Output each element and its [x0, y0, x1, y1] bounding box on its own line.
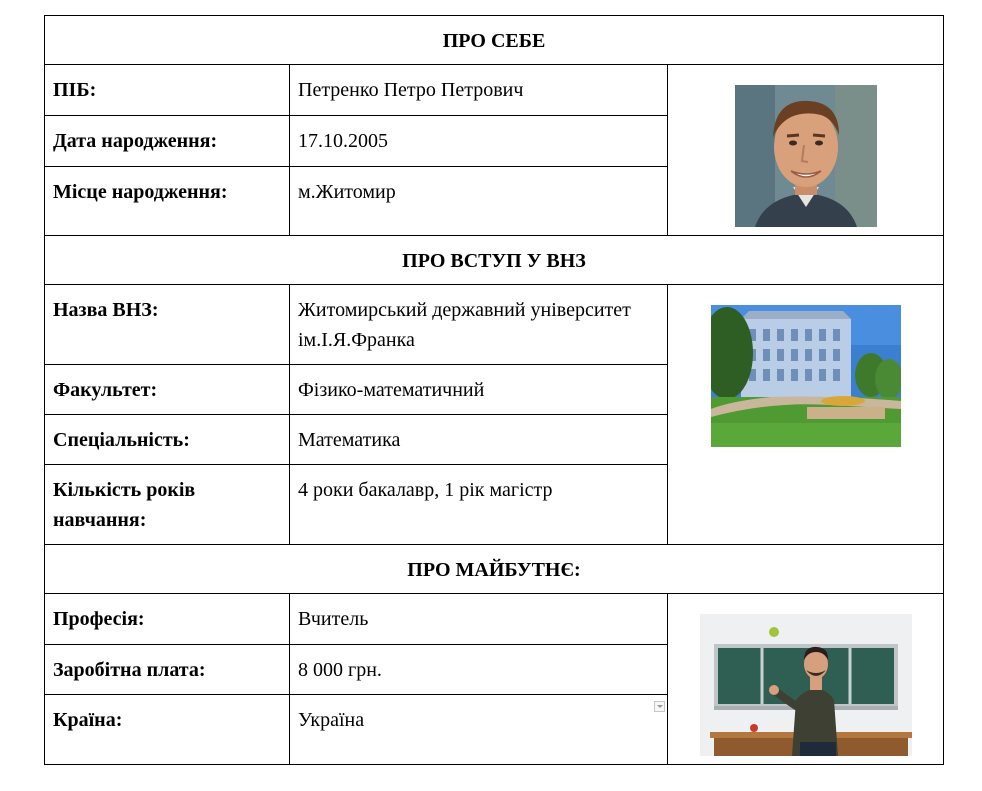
portrait-photo[interactable] [735, 85, 877, 227]
label-full-name: ПІБ: [45, 65, 290, 116]
value-salary[interactable]: 8 000 грн. [290, 645, 668, 695]
photo-cell-university [668, 285, 944, 545]
dropdown-handle-icon[interactable] [654, 701, 665, 712]
label-birth-date: Дата народження: [45, 116, 290, 167]
label-country: Країна: [45, 695, 290, 765]
value-faculty[interactable]: Фізико-математичний [290, 365, 668, 415]
label-university-name: Назва ВНЗ: [45, 285, 290, 365]
value-profession[interactable]: Вчитель [290, 594, 668, 645]
value-country[interactable] [290, 695, 668, 765]
value-birth-date[interactable]: 17.10.2005 [290, 116, 668, 167]
photo-cell-future [668, 594, 944, 765]
value-study-years[interactable]: 4 роки бакалавр, 1 рік магістр [290, 465, 668, 545]
section-title-about: ПРО СЕБЕ [45, 16, 944, 65]
label-salary: Заробітна плата: [45, 645, 290, 695]
teacher-classroom-photo[interactable] [700, 614, 912, 756]
label-faculty: Факультет: [45, 365, 290, 415]
value-specialty[interactable]: Математика [290, 415, 668, 465]
value-country-text: Україна [298, 709, 365, 732]
value-birth-place[interactable]: м.Житомир [290, 167, 668, 236]
value-university-name[interactable]: Житомирський державний університет ім.І.Я.Франка [290, 285, 668, 365]
section-title-future: ПРО МАЙБУТНЄ: [45, 545, 944, 594]
profile-table [44, 15, 944, 765]
photo-cell-about [668, 65, 944, 236]
label-profession: Професія: [45, 594, 290, 645]
section-title-university: ПРО ВСТУП У ВНЗ [45, 236, 944, 285]
label-birth-place: Місце народження: [45, 167, 290, 236]
university-building-photo[interactable] [711, 305, 901, 447]
label-specialty: Спеціальність: [45, 415, 290, 465]
label-study-years: Кількість років навчання: [45, 465, 290, 545]
value-full-name[interactable]: Петренко Петро Петрович [290, 65, 668, 116]
